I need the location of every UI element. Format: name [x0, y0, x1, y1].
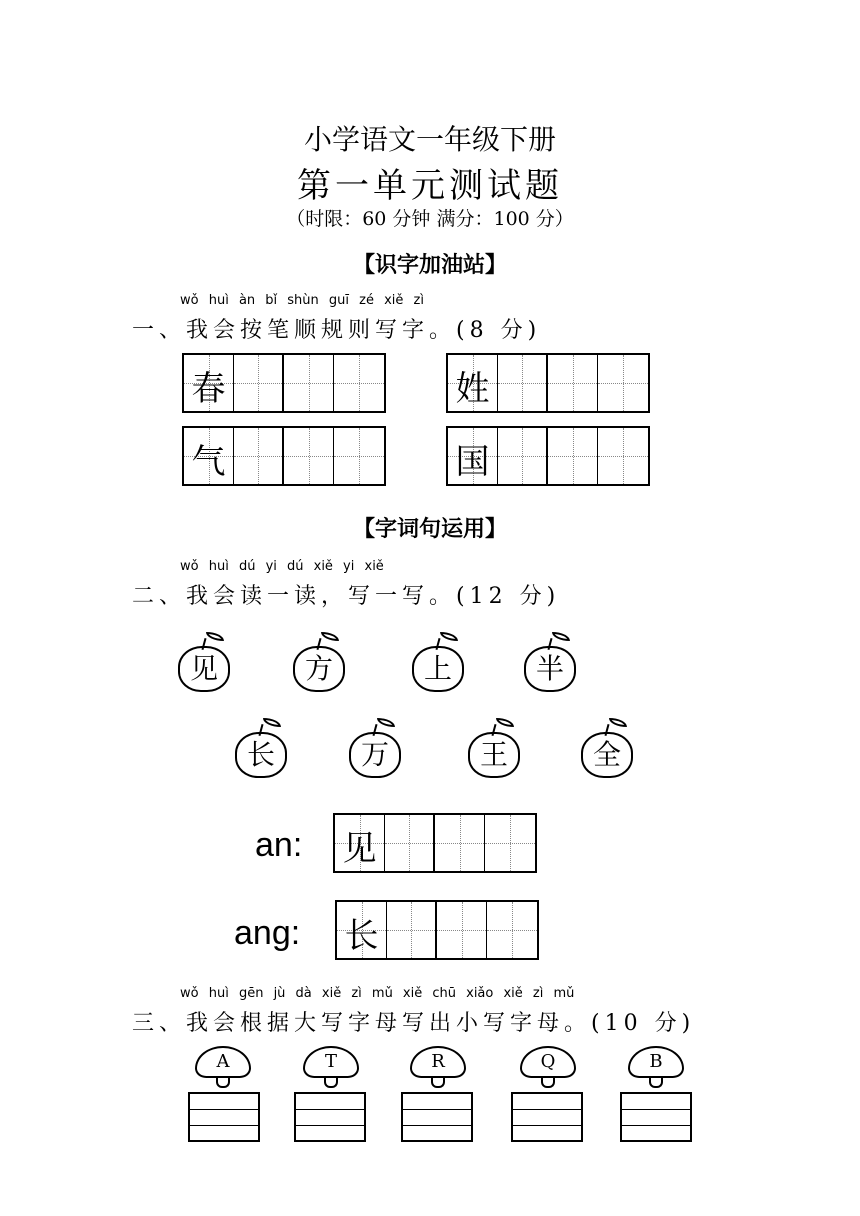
mushroom-cap: T	[303, 1046, 359, 1078]
section-heading-usage: 【字词句运用】	[352, 517, 507, 542]
grid-char: 国	[455, 442, 490, 482]
leaf-icon	[440, 632, 458, 641]
apple-card	[581, 718, 635, 784]
leaf-icon	[552, 632, 570, 641]
q3-pinyin: wǒ huì gēn jù dà xiě zì mǔ xiě chū xiǎo xiě zì mǔ	[180, 986, 575, 1001]
apple-char: 万	[349, 732, 401, 778]
four-line-box[interactable]	[620, 1092, 692, 1142]
mushroom-letter	[303, 1046, 359, 1088]
apple-card	[524, 632, 578, 698]
mushroom-letter	[520, 1046, 576, 1088]
rhyme-label-ang: ang:	[234, 914, 301, 952]
q1-pinyin: wǒ huì àn bǐ shùn guī zé xiě zì	[180, 293, 424, 308]
apple-char: 见	[178, 646, 230, 692]
grid-char: 长	[344, 916, 379, 956]
apple-char: 半	[524, 646, 576, 692]
four-line-box[interactable]	[401, 1092, 473, 1142]
apple-card	[178, 632, 232, 698]
writing-grid-ang[interactable]	[335, 900, 539, 960]
q2-prompt: 二、我会读一读，写一写。(12 分)	[132, 584, 561, 609]
apple-char: 王	[468, 732, 520, 778]
q1-prompt: 一、我会按笔顺规则写字。(8 分)	[132, 318, 542, 343]
writing-grid-3[interactable]	[182, 426, 386, 486]
mushroom-cap: B	[628, 1046, 684, 1078]
grid-char: 见	[342, 829, 377, 869]
four-line-box[interactable]	[511, 1092, 583, 1142]
grid-char: 姓	[455, 369, 490, 409]
mushroom-letter	[628, 1046, 684, 1088]
writing-grid-1[interactable]	[182, 353, 386, 413]
section-heading-literacy: 【识字加油站】	[352, 253, 507, 278]
mushroom-cap: R	[410, 1046, 466, 1078]
page-title: 小学语文一年级下册	[303, 123, 556, 156]
leaf-icon	[321, 632, 339, 641]
apple-char: 长	[235, 732, 287, 778]
leaf-icon	[263, 718, 281, 727]
leaf-icon	[377, 718, 395, 727]
mushroom-cap: A	[195, 1046, 251, 1078]
four-line-box[interactable]	[294, 1092, 366, 1142]
leaf-icon	[496, 718, 514, 727]
apple-card	[293, 632, 347, 698]
apple-card	[235, 718, 289, 784]
q2-pinyin: wǒ huì dú yi dú xiě yi xiě	[180, 559, 384, 574]
page-subtitle: 第一单元测试题	[297, 166, 563, 206]
mushroom-letter	[195, 1046, 251, 1088]
q3-prompt: 三、我会根据大写字母写出小写字母。(10 分)	[132, 1011, 696, 1036]
four-line-box[interactable]	[188, 1092, 260, 1142]
leaf-icon	[609, 718, 627, 727]
apple-char: 上	[412, 646, 464, 692]
mushroom-cap: Q	[520, 1046, 576, 1078]
apple-card	[468, 718, 522, 784]
writing-grid-4[interactable]	[446, 426, 650, 486]
apple-char: 方	[293, 646, 345, 692]
exam-meta: （时限：60 分钟 满分：100 分）	[286, 208, 574, 230]
apple-char: 全	[581, 732, 633, 778]
grid-char: 春	[191, 369, 226, 409]
apple-card	[349, 718, 403, 784]
writing-grid-an[interactable]	[333, 813, 537, 873]
mushroom-letter	[410, 1046, 466, 1088]
apple-card	[412, 632, 466, 698]
leaf-icon	[206, 632, 224, 641]
grid-char: 气	[191, 442, 226, 482]
rhyme-label-an: an:	[255, 826, 303, 864]
writing-grid-2[interactable]	[446, 353, 650, 413]
